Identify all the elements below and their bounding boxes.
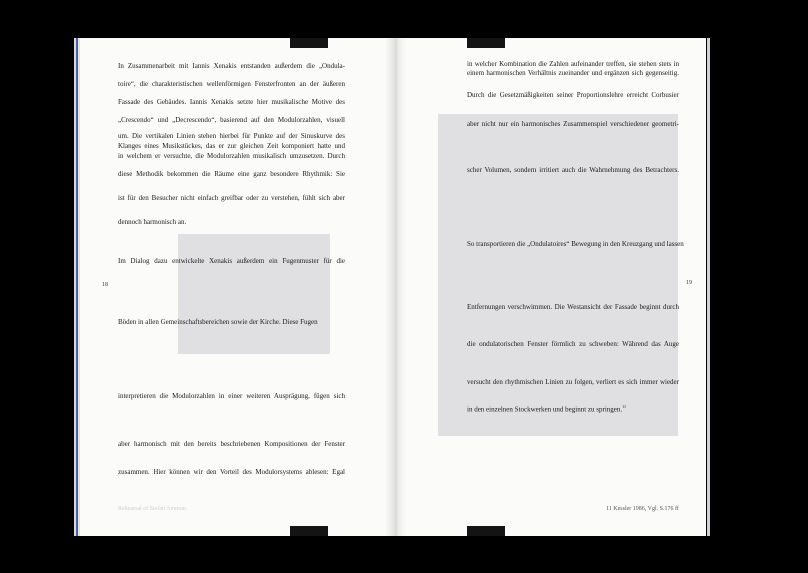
text-line: „Crescendo“ und „Decrescendo“, basierend auf den Modulorzahlen, visuell	[118, 116, 345, 124]
text-line: dennoch harmonisch an.	[118, 218, 187, 226]
text-line: zusammen. Hier können wir den Vorteil des Modulorsystems ablesen: Egal	[118, 468, 345, 476]
text-line: ist für den Besucher nicht einfach greifbar oder zu verstehen, fühlt sich aber	[118, 194, 345, 202]
book-gutter-shadow	[385, 38, 407, 536]
running-footer: Rehearsal of Stefan Ammon	[118, 506, 186, 512]
text-line: In Zusammenarbeit mit Iannis Xenakis entstanden außerdem die „Ondula-	[118, 62, 345, 70]
top-tab-marker	[290, 38, 328, 48]
text-line: Durch die Gesetzmäßigkeiten seiner Proportionslehre erreicht Corbusier	[467, 91, 679, 99]
footnote	[606, 506, 679, 512]
text-line: die ondulatorischen Fenster förmlich zu schweben: Während das Auge	[467, 340, 679, 348]
top-tab-marker	[467, 38, 505, 48]
text-line: So transportieren die „Ondulatoires“ Bewegung in den Kreuzgang und lassen	[467, 240, 684, 248]
text-line: scher Volumen, sondern irritiert auch die Wahrnehmung des Betrachters.	[467, 166, 679, 174]
bottom-tab-marker	[290, 526, 328, 536]
text-line: interpretieren die Modulorzahlen in einer weiteren Ausprägung, fügen sich	[118, 392, 345, 400]
text-line: in welchem er versuchte, die Modulorzahlen musikalisch umzusetzen. Durch	[118, 152, 345, 160]
text-line-last	[467, 402, 626, 414]
text-line: Böden in allen Gemeinschaftsbereichen sowie der Kirche. Diese Fugen	[118, 318, 318, 326]
page-number: 19	[686, 280, 692, 286]
text-line: Im Dialog dazu entwickelte Xenakis außerdem ein Fugenmuster für die	[118, 257, 345, 265]
text-line: um. Die vertikalen Linien stehen hierbei für Punkte auf der Sinuskurve des	[118, 132, 345, 140]
text-line: in welcher Kombination die Zahlen aufeinander treffen, sie stehen stets in	[467, 60, 679, 68]
text-line: diese Methodik bekommen die Räume eine ganz besondere Rhythmik: Sie	[118, 170, 345, 178]
text-line: einem harmonischen Verhältnis zueinander und ergänzen sich gegenseitig.	[467, 69, 679, 77]
text-line: Entfernungen verschwimmen. Die Westansicht der Fassade beginnt durch	[467, 303, 679, 311]
page-number: 18	[102, 282, 108, 288]
right-page	[395, 38, 706, 536]
left-page	[80, 38, 395, 536]
gray-block	[178, 234, 330, 354]
footnote-marker: 11	[622, 404, 626, 409]
text-line: Klanges eines Musikstückes, das er zur gleichen Zeit komponiert hatte und	[118, 142, 345, 150]
bottom-tab-marker	[467, 526, 505, 536]
text-line: Fassade des Gebäudes. Iannis Xenakis setzte hier musikalische Motive des	[118, 98, 345, 106]
book-spread	[80, 38, 706, 536]
footnote-text: Kessler 1986, Vgl. S.176 ff	[613, 506, 679, 512]
text-line: toire“, die charakteristischen wellenförmigen Fensterfronten an der äußeren	[118, 80, 345, 88]
text-line: aber harmonisch mit den bereits beschriebenen Kompositionen der Fenster	[118, 440, 345, 448]
text-line: aber nicht nur ein harmonisches Zusammenspiel verschiedener geometri-	[467, 120, 679, 128]
footnote-number: 11	[606, 506, 612, 512]
gray-block	[438, 114, 684, 436]
text-line: in den einzelnen Stockwerken und beginnt zu springen.	[467, 405, 623, 414]
text-line: versucht den rhythmischen Linien zu folgen, verliert es sich immer wieder	[467, 378, 679, 386]
